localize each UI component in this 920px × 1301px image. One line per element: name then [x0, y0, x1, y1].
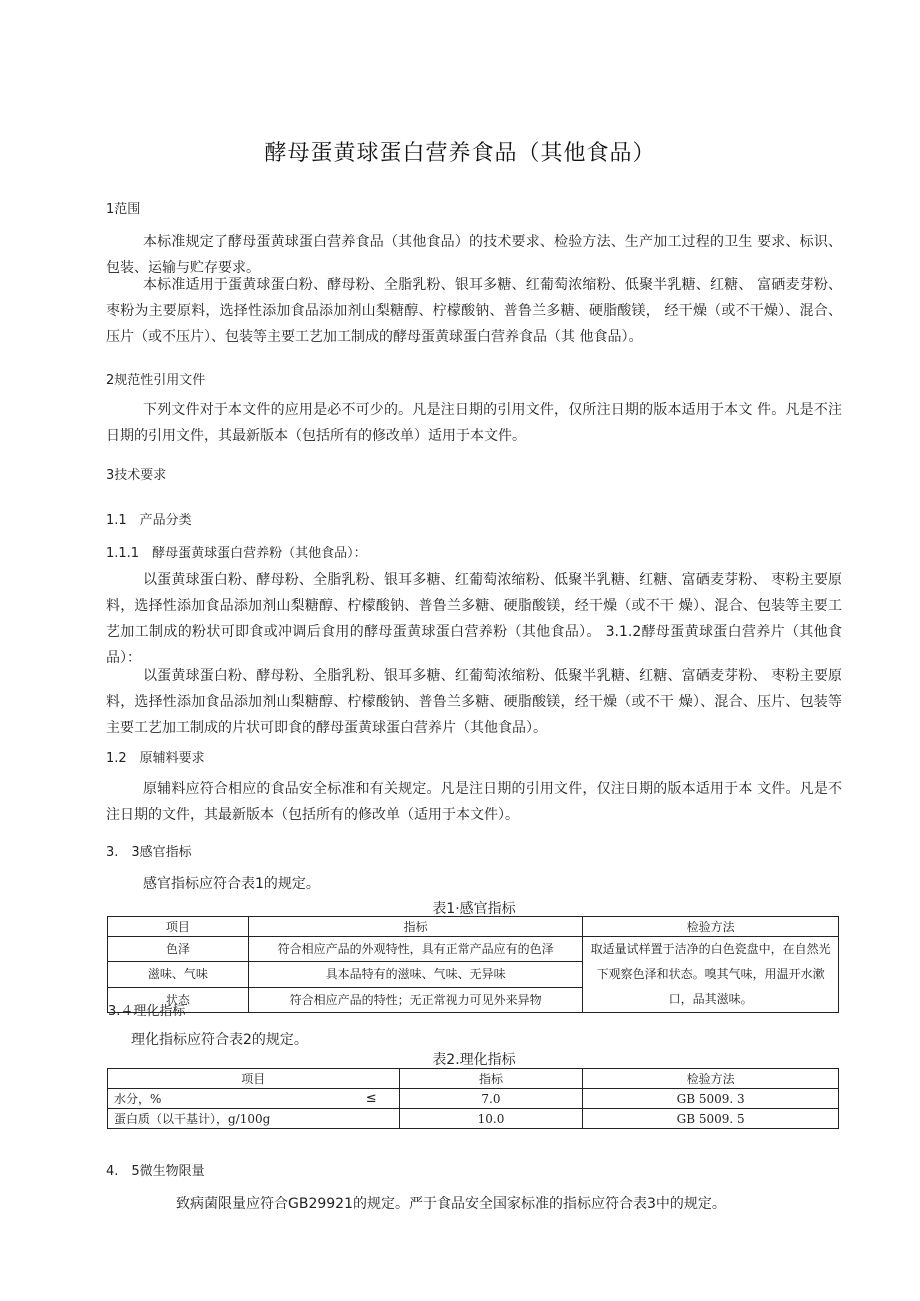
section-heading-scope: 1范围: [106, 202, 141, 217]
subsection-heading-raw-materials: 1.2 原辅料要求: [106, 751, 205, 766]
references-paragraph: 下列文件对于本文件的应用是必不可少的。凡是注日期的引用文件，仅所注日期的版本适用于本文 件。凡是不注日期的引用文件，其最新版本（包括所有的修改单）适用于本文件。: [106, 402, 842, 444]
sensory-paragraph: 感官指标应符合表1的规定。: [143, 876, 320, 892]
nutrition-powder-paragraph: 以蛋黄球蛋白粉、酵母粉、全脂乳粉、银耳多糖、红葡萄浓缩粉、低聚半乳糖、红糖、富硒麦芽粉、 枣粉主要原料，选择性添加食品添加剂山梨糖醇、柠檬酸钠、普鲁兰多糖、硬脂酸镁，经干燥（或不干 燥）、混合、包装等主要工艺加工制成的粉状可即食或冲调后食用的酵母蛋黄球蛋白营养粉（其他食品）。 3.1.2酵母蛋黄球蛋白营养片（其他食品）：: [106, 572, 842, 666]
scope-paragraph-1: 本标准规定了酵母蛋黄球蛋白营养食品（其他食品）的技术要求、检验方法、生产加工过程的卫生 要求、标识、包装、运输与贮存要求。: [106, 234, 842, 276]
table-row: [108, 1089, 839, 1109]
table-header-row: [108, 1069, 839, 1089]
subsection-heading-product-classification: 1.1 产品分类: [106, 513, 192, 528]
table-cell: 滋味、气味: [108, 962, 249, 987]
table1-caption: 表1·感官指标: [432, 901, 516, 917]
table-cell-item: 蛋白质（以干基计），g/100g: [108, 1109, 400, 1129]
table-header-row: [108, 917, 839, 937]
physicochemical-table: [107, 1068, 839, 1129]
document-title: 酵母蛋黄球蛋白营养食品（其他食品）: [264, 141, 656, 166]
table-cell: GB 5009. 5: [583, 1109, 839, 1129]
table-cell: 具本品特有的滋味、气味、无异味: [248, 962, 583, 987]
subsection-heading-nutrition-powder: 1.1.1 酵母蛋黄球蛋白营养粉（其他食品）：: [106, 546, 367, 561]
table-header-cell: 检验方法: [583, 1069, 839, 1089]
microbial-paragraph: 致病菌限量应符合GB29921的规定。严于食品安全国家标准的指标应符合表3中的规定。: [176, 1196, 726, 1212]
less-equal-symbol: ≤: [365, 1090, 377, 1106]
physicochemical-paragraph: 理化指标应符合表2的规定。: [131, 1032, 308, 1048]
item-label: 水分，%: [114, 1091, 162, 1106]
section-heading-references: 2规范性引用文件: [106, 373, 206, 388]
section-heading-technical-requirements: 3技术要求: [106, 468, 167, 483]
table-header-cell: 项目: [108, 1069, 400, 1089]
table-header-cell: 指标: [248, 917, 583, 937]
table-cell: 10.0: [399, 1109, 583, 1129]
table-cell: GB 5009. 3: [583, 1089, 839, 1109]
scope-paragraph-2: 本标准适用于蛋黄球蛋白粉、酵母粉、全脂乳粉、银耳多糖、红葡萄浓缩粉、低聚半乳糖、红糖、 富硒麦芽粉、枣粉为主要原料，选择性添加食品添加剂山梨糖醇、柠檬酸钠、普鲁兰多糖、硬脂酸镁， 经干燥（或不干燥）、混合、压片（或不压片）、包装等主要工艺加工制成的酵母蛋黄球蛋白营养食品（其 他食品）。: [106, 277, 842, 345]
subsection-heading-physicochemical: 3.４理化指标: [108, 1004, 186, 1019]
subsection-heading-sensory: 3. 3感官指标: [106, 845, 192, 860]
table2-caption: 表2.理化指标: [432, 1052, 516, 1068]
table-cell: 状态: [108, 987, 249, 1012]
section-heading-microbial: 4. 5微生物限量: [106, 1164, 205, 1179]
table-cell: 色泽: [108, 937, 249, 962]
table-header-cell: 项目: [108, 917, 249, 937]
table-header-cell: 检验方法: [583, 917, 839, 937]
table-cell: 符合相应产品的特性；无正常视力可见外来异物: [248, 987, 583, 1012]
sensory-table: [107, 916, 839, 1013]
inspection-method-cell: 取适量试样置于洁净的白色瓷盘中，在自然光下观察色泽和状态。嗅其气味，用温开水漱口，品其滋味。: [583, 937, 839, 1013]
nutrition-tablet-paragraph: 以蛋黄球蛋白粉、酵母粉、全脂乳粉、银耳多糖、红葡萄浓缩粉、低聚半乳糖、红糖、富硒麦芽粉、 枣粉主要原料，选择性添加食品添加剂山梨糖醇、柠檬酸钠、普鲁兰多糖、硬脂酸镁，经干燥（或不干 燥）、混合、压片、包装等主要工艺加工制成的片状可即食的酵母蛋黄球蛋白营养片（其他食品）。: [106, 668, 842, 736]
table-header-cell: 指标: [399, 1069, 583, 1089]
table-cell: 7.0: [399, 1089, 583, 1109]
table-cell-item: [108, 1089, 400, 1109]
table-row: [108, 937, 839, 962]
raw-materials-paragraph: 原辅料应符合相应的食品安全标准和有关规定。凡是注日期的引用文件，仅注日期的版本适用于本 文件。凡是不注日期的文件，其最新版本（包括所有的修改单（适用于本文件）。: [106, 781, 842, 823]
table-row: [108, 1109, 839, 1129]
table-cell: 符合相应产品的外观特性，具有正常产品应有的色泽: [248, 937, 583, 962]
